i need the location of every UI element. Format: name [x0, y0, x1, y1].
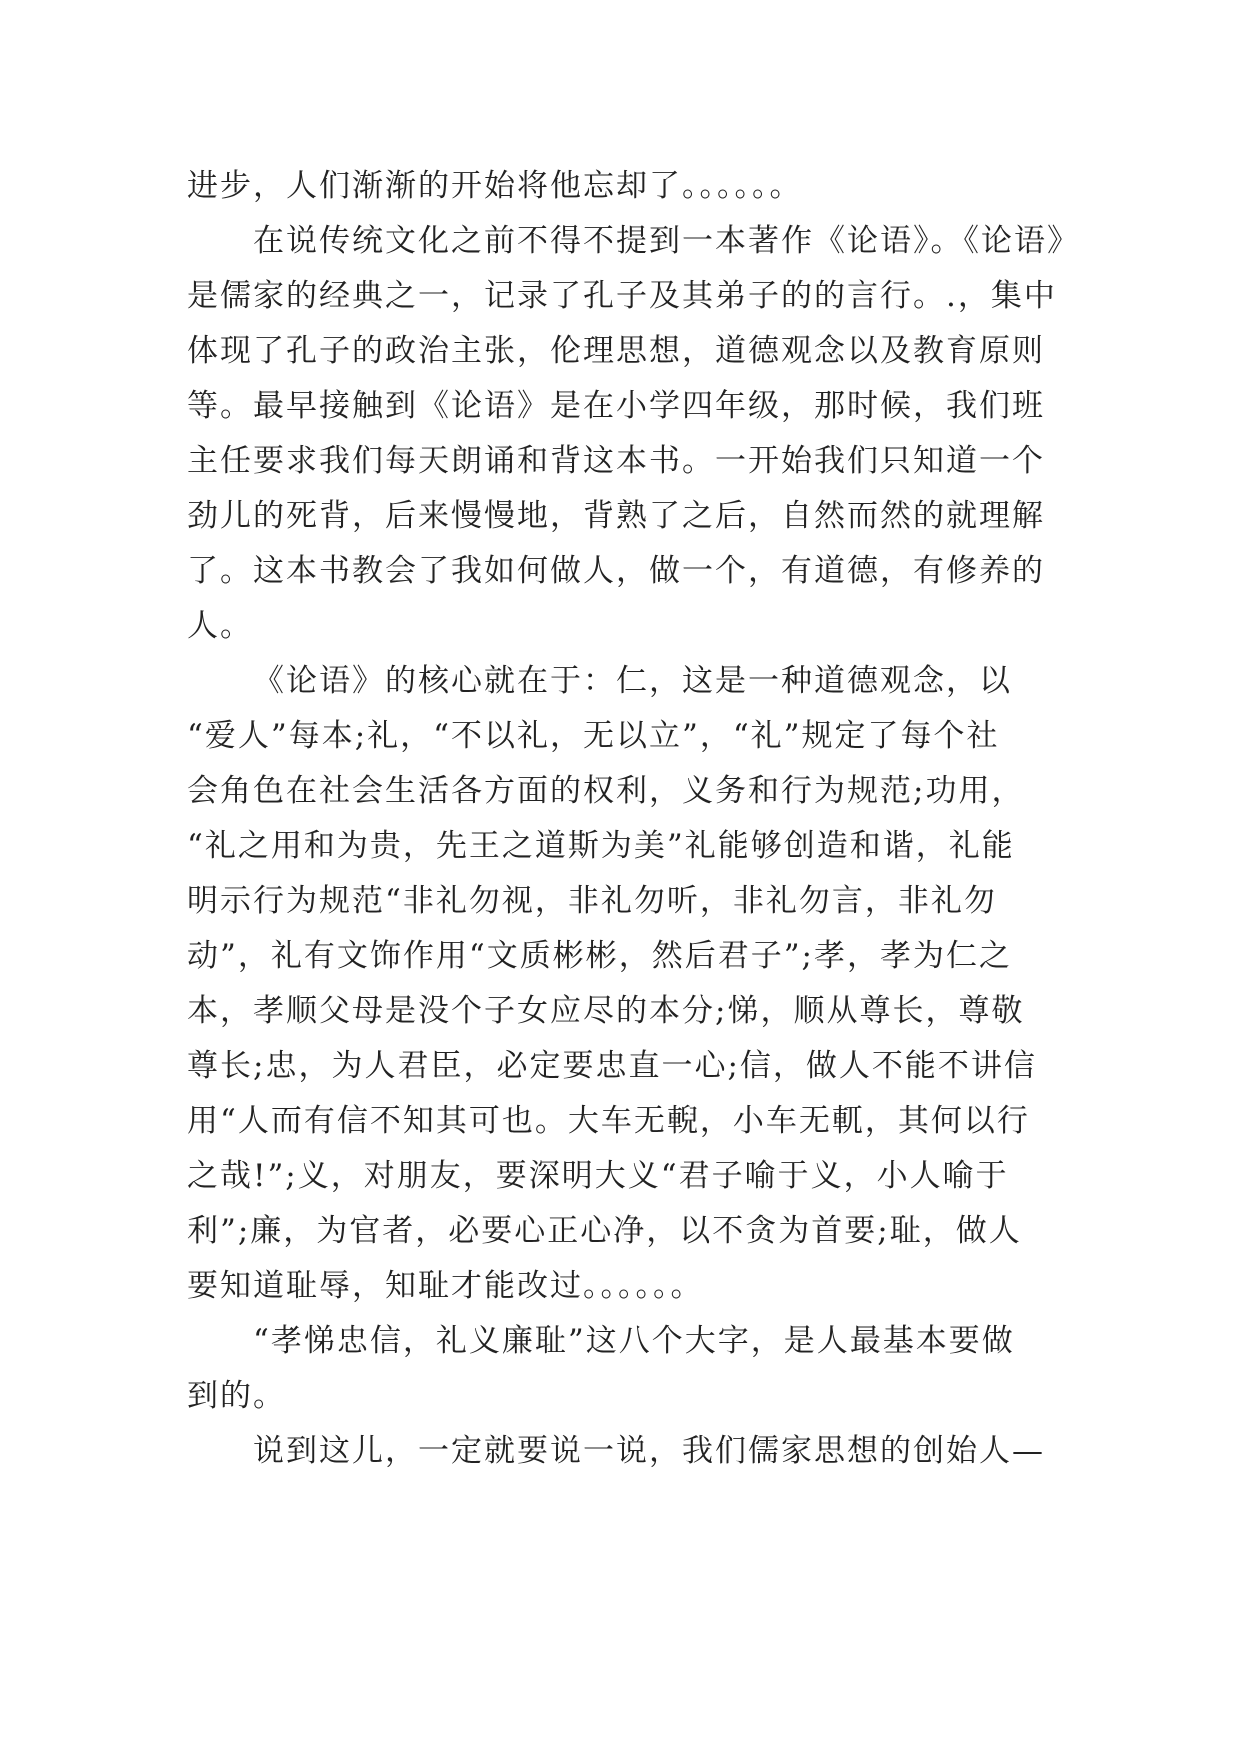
paragraph-first-line: 在说传统文化之前不得不提到一本著作《论语》。《论语》 — [253, 223, 1080, 259]
text-line: 明示行为规范“非礼勿视，非礼勿听，非礼勿言，非礼勿 — [187, 883, 997, 919]
text-line: “爱人”每本;礼，“不以礼，无以立”，“礼”规定了每个社 — [187, 718, 1000, 754]
text-line: 主任要求我们每天朗诵和背这本书。一开始我们只知道一个 — [187, 443, 1045, 479]
paragraph-first-line: 说到这儿，一定就要说一说，我们儒家思想的创始人— — [253, 1433, 1045, 1469]
text-line: 到的。 — [187, 1378, 286, 1414]
text-line: 尊长;忠，为人君臣，必定要忠直一心;信，做人不能不讲信 — [187, 1048, 1037, 1084]
text-line: 体现了孔子的政治主张，伦理思想，道德观念以及教育原则 — [187, 333, 1045, 369]
paragraph-first-line: “孝悌忠信，礼义廉耻”这八个大字，是人最基本要做 — [253, 1323, 1015, 1359]
text-line: 利”;廉，为官者，必要心正心净，以不贪为首要;耻，做人 — [187, 1213, 1022, 1249]
text-line: 等。最早接触到《论语》是在小学四年级，那时候，我们班 — [187, 388, 1045, 424]
text-line: 本，孝顺父母是没个子女应尽的本分;悌，顺从尊长，尊敬 — [187, 993, 1025, 1029]
text-line: 人。 — [187, 608, 253, 644]
text-line: 进步，人们渐渐的开始将他忘却了。。。。。。 — [187, 168, 803, 204]
text-line: 是儒家的经典之一，记录了孔子及其弟子的的言行。.，集中 — [187, 278, 1057, 314]
paragraph-first-line: 《论语》的核心就在于：仁，这是一种道德观念，以 — [253, 663, 1012, 699]
text-line: 之哉!”;义，对朋友，要深明大义“君子喻于义，小人喻于 — [187, 1158, 1009, 1194]
text-line: 要知道耻辱，知耻才能改过。。。。。。 — [187, 1268, 704, 1304]
text-line: 了。这本书教会了我如何做人，做一个，有道德，有修养的 — [187, 553, 1045, 589]
text-line: 动”，礼有文饰作用“文质彬彬，然后君子”;孝，孝为仁之 — [187, 938, 1012, 974]
text-line: 劲儿的死背，后来慢慢地，背熟了之后，自然而然的就理解 — [187, 498, 1045, 534]
text-line: 用“人而有信不知其可也。大车无輗，小车无軏，其何以行 — [187, 1103, 1030, 1139]
text-line: 会角色在社会生活各方面的权利，义务和行为规范;功用， — [187, 773, 1025, 809]
text-line: “礼之用和为贵，先王之道斯为美”礼能够创造和谐，礼能 — [187, 828, 1015, 864]
